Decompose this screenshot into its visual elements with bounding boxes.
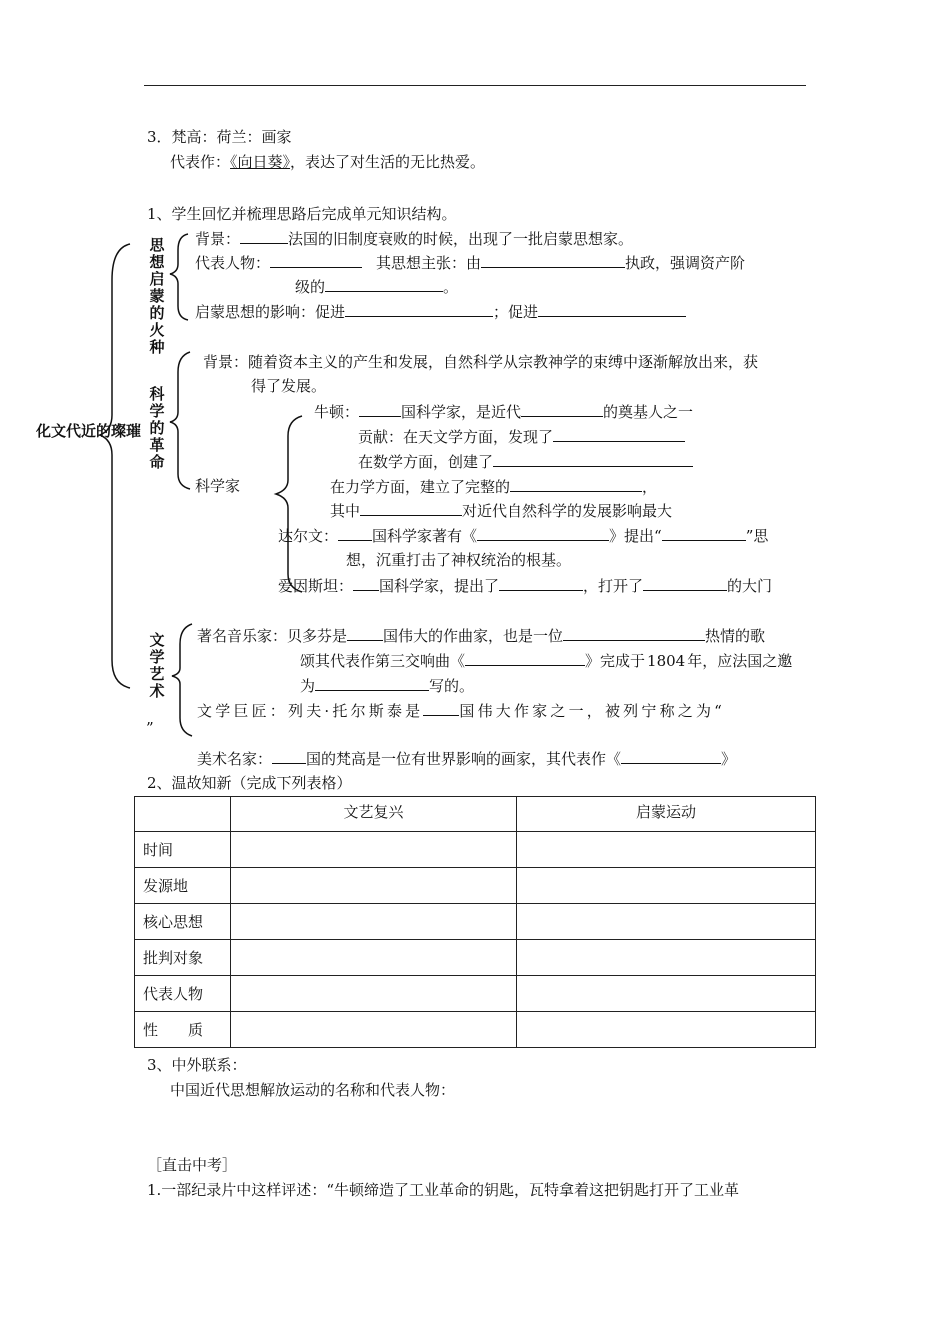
music2-a: 颂其代表作第三交响曲《 xyxy=(300,652,466,670)
literature-label-quote: ” xyxy=(146,719,154,737)
science-background-line2: 得了发展。 xyxy=(251,377,327,395)
music3-b: 写的。 xyxy=(429,677,475,695)
blank xyxy=(347,625,383,641)
enl-idea2-b: 。 xyxy=(443,278,459,296)
newton-mechanics xyxy=(330,476,657,497)
science-background-line1: 背景：随着资本主义的产生和发展，自然科学从宗教神学的束缚中逐渐解放出来，获 xyxy=(203,353,759,371)
blank xyxy=(499,575,583,591)
blank xyxy=(315,675,429,691)
enlightenment-influence xyxy=(195,301,686,322)
art-b: 国的梵高是一位有世界影响的画家，其代表作《 xyxy=(306,750,622,768)
table-row xyxy=(135,832,816,868)
einstein-d: 的大门 xyxy=(727,577,773,595)
music-b: 国伟大的作曲家，也是一位 xyxy=(383,627,564,645)
table-cell[interactable] xyxy=(231,976,517,1012)
enlightenment-label: 思想启蒙的火种 xyxy=(149,236,165,356)
blank xyxy=(272,748,306,764)
blank xyxy=(360,500,462,516)
enlightenment-idea-line2 xyxy=(295,276,458,297)
art-line xyxy=(197,748,736,769)
blank xyxy=(423,700,459,716)
enl-idea2-a: 级的 xyxy=(295,278,326,296)
table-cell[interactable] xyxy=(231,940,517,976)
blank xyxy=(325,276,443,292)
mech-b: ， xyxy=(642,478,658,496)
blank xyxy=(240,228,288,244)
blank xyxy=(563,625,705,641)
music-line2 xyxy=(300,650,792,671)
among-b: 对近代自然科学的发展影响最大 xyxy=(462,502,673,520)
blank xyxy=(353,575,379,591)
item3-works-prefix: 代表作： xyxy=(170,153,231,171)
einstein-b: 国科学家，提出了 xyxy=(379,577,500,595)
table-header-cell: 启蒙运动 xyxy=(517,797,816,832)
blank xyxy=(345,301,493,317)
table-row xyxy=(135,976,816,1012)
header-rule xyxy=(144,85,806,86)
newton-a: 牛顿： xyxy=(314,403,360,421)
root-label: 化文代近的璨璀 xyxy=(36,422,142,440)
table-cell[interactable] xyxy=(231,832,517,868)
einstein-line xyxy=(278,575,772,596)
literature-line xyxy=(197,700,725,721)
table-row xyxy=(135,1012,816,1048)
item3-works-suffix: ，表达了对生活的无比热爱。 xyxy=(290,153,486,171)
table-cell[interactable] xyxy=(517,1012,816,1048)
enl-bg-b: 法国的旧制度衰败的时候，出现了一批启蒙思想家。 xyxy=(288,230,634,248)
enlightenment-background xyxy=(195,228,633,249)
blank xyxy=(338,525,372,541)
newton-b: 国科学家，是近代 xyxy=(401,403,522,421)
among-a: 其中 xyxy=(330,502,361,520)
row-label: 发源地 xyxy=(135,868,231,904)
blank xyxy=(662,525,746,541)
table-cell[interactable] xyxy=(231,1012,517,1048)
math-a: 在数学方面，创建了 xyxy=(358,453,494,471)
blank xyxy=(621,748,721,764)
einstein-a: 爱因斯坦： xyxy=(278,577,354,595)
table-cell[interactable] xyxy=(231,904,517,940)
blank xyxy=(643,575,727,591)
music-c: 热情的歌 xyxy=(705,627,766,645)
item3-title: 3．梵高：荷兰：画家 xyxy=(147,128,292,146)
enl-rep-label: 代表人物： xyxy=(195,254,271,272)
darwin-line2: 想，沉重打击了神权统治的根基。 xyxy=(346,551,572,569)
music2-b: 》完成于 xyxy=(585,652,646,670)
blank xyxy=(477,525,609,541)
row-label: 性 质 xyxy=(135,1012,231,1048)
item3-works-title: 《向日葵》 xyxy=(230,153,291,171)
enl-inf-a: 启蒙思想的影响：促进 xyxy=(195,303,346,321)
section3-heading: 3、中外联系： xyxy=(147,1056,247,1074)
table-row xyxy=(135,904,816,940)
enl-inf-b: ；促进 xyxy=(493,303,539,321)
table-row xyxy=(135,868,816,904)
blank xyxy=(553,426,685,442)
scientists-label: 科学家 xyxy=(195,477,241,495)
mech-a: 在力学方面，建立了完整的 xyxy=(330,478,511,496)
item3-works xyxy=(170,152,485,172)
music3-a: 为 xyxy=(300,677,316,695)
table-cell[interactable] xyxy=(517,832,816,868)
science-label: 科学的革命 xyxy=(149,385,165,471)
literature-label: 文学艺术 xyxy=(149,631,165,700)
newton-c: 的奠基人之一 xyxy=(603,403,694,421)
section2-heading: 2、温故知新（完成下列表格） xyxy=(147,774,352,792)
row-label: 时间 xyxy=(135,832,231,868)
darwin-a: 达尔文： xyxy=(278,527,339,545)
lit-a: 文学巨匠：列夫·托尔斯泰是 xyxy=(197,702,424,720)
blank xyxy=(359,401,401,417)
darwin-c: 》提出“ xyxy=(609,527,662,545)
newton-astronomy xyxy=(358,426,685,447)
exam-heading: ［直击中考］ xyxy=(147,1156,238,1174)
table-cell[interactable] xyxy=(517,868,816,904)
blank xyxy=(270,252,362,268)
table-cell[interactable] xyxy=(517,976,816,1012)
music2-c: 年，应法国之邀 xyxy=(687,652,793,670)
row-label: 核心思想 xyxy=(135,904,231,940)
enl-bg-a: 背景： xyxy=(195,230,241,248)
darwin-line xyxy=(278,525,768,546)
music-line1 xyxy=(197,625,765,646)
table-header-cell: 文艺复兴 xyxy=(231,797,517,832)
row-label: 代表人物 xyxy=(135,976,231,1012)
enl-idea-mid: 执政，强调资产阶 xyxy=(625,254,746,272)
table-header-cell xyxy=(135,797,231,832)
table-cell[interactable] xyxy=(517,904,816,940)
row-label: 批判对象 xyxy=(135,940,231,976)
blank xyxy=(481,252,625,268)
einstein-c: ，打开了 xyxy=(583,577,644,595)
music2-year: 1804 xyxy=(647,652,686,670)
comparison-table xyxy=(134,796,816,1048)
blank xyxy=(465,650,585,666)
art-a: 美术名家： xyxy=(197,750,273,768)
darwin-d: ”思 xyxy=(745,527,769,545)
table-row xyxy=(135,940,816,976)
blank xyxy=(510,476,642,492)
newton-among xyxy=(330,500,672,521)
table-cell[interactable] xyxy=(231,868,517,904)
blank xyxy=(538,301,686,317)
table-header-row xyxy=(135,797,816,832)
section1-heading: 1、学生回忆并梳理思路后完成单元知识结构。 xyxy=(147,205,457,223)
exam-question-1: 1.一部纪录片中这样评述：“牛顿缔造了工业革命的钥匙，瓦特拿着这把钥匙打开了工业革 xyxy=(147,1181,739,1199)
newton-line xyxy=(314,401,693,422)
section3-prompt: 中国近代思想解放运动的名称和代表人物： xyxy=(170,1081,456,1099)
lit-b: 国伟大作家之一，被列宁称之为“ xyxy=(459,702,726,720)
music-a: 著名音乐家：贝多芬是 xyxy=(197,627,348,645)
newton-math xyxy=(358,451,693,472)
music-line3 xyxy=(300,675,474,696)
enlightenment-representatives xyxy=(195,252,745,273)
table-cell[interactable] xyxy=(517,940,816,976)
darwin-b: 国科学家著有《 xyxy=(372,527,478,545)
art-c: 》 xyxy=(721,750,737,768)
enl-idea-label: 其思想主张：由 xyxy=(376,254,482,272)
blank xyxy=(521,401,603,417)
contrib-a: 贡献：在天文学方面，发现了 xyxy=(358,428,554,446)
blank xyxy=(493,451,693,467)
